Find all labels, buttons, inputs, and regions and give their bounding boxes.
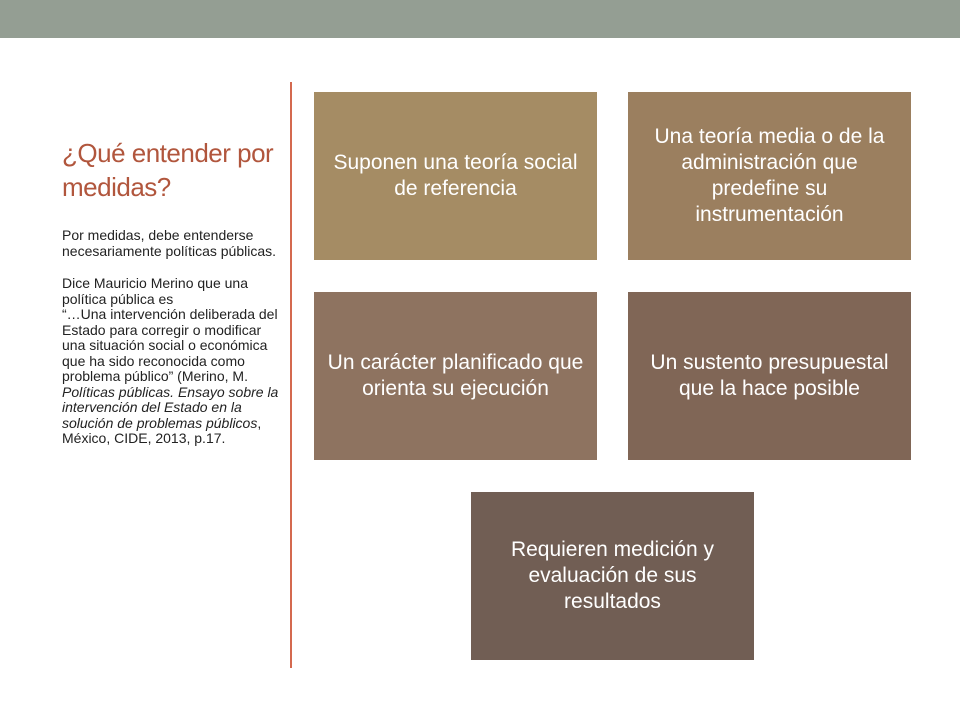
- body-text: [62, 228, 287, 447]
- paragraph-quote: [62, 276, 287, 447]
- box-sustento-presupuestal: [628, 292, 911, 460]
- box-text: Una teoría media o de la administración que predefine su instrumentación: [654, 125, 885, 226]
- box-text: Requieren medición y evaluación de sus resultados: [510, 538, 715, 613]
- quote-book-title: Políticas públicas. Ensayo sobre la intervención del Estado en la solución de problemas públicos: [62, 383, 279, 431]
- slide-title: ¿Qué entender por medidas?: [62, 138, 274, 202]
- vertical-divider: [290, 82, 292, 668]
- quote-citation-end: , México, CIDE, 2013, p.17.: [62, 414, 262, 446]
- box-medicion-evaluacion: [471, 492, 754, 660]
- top-accent-bar: [0, 0, 960, 38]
- box-teoria-social: [314, 92, 597, 260]
- box-teoria-media: [628, 92, 911, 260]
- box-caracter-planificado: [314, 292, 597, 460]
- quote-intro: Dice Mauricio Merino que una política pública es: [62, 275, 248, 307]
- box-text: Un carácter planificado que orienta su ejecución: [327, 351, 584, 400]
- paragraph-definition: Por medidas, debe entenderse necesariamente políticas públicas.: [62, 227, 277, 259]
- quote-text: “…Una intervención deliberada del Estado para corregir o modificar una situación social o económica que ha sido reconocida como problema público” (Merino, M.: [62, 306, 278, 384]
- box-text: Suponen una teoría social de referencia: [333, 151, 578, 200]
- box-text: Un sustento presupuestal que la hace posible: [650, 351, 889, 400]
